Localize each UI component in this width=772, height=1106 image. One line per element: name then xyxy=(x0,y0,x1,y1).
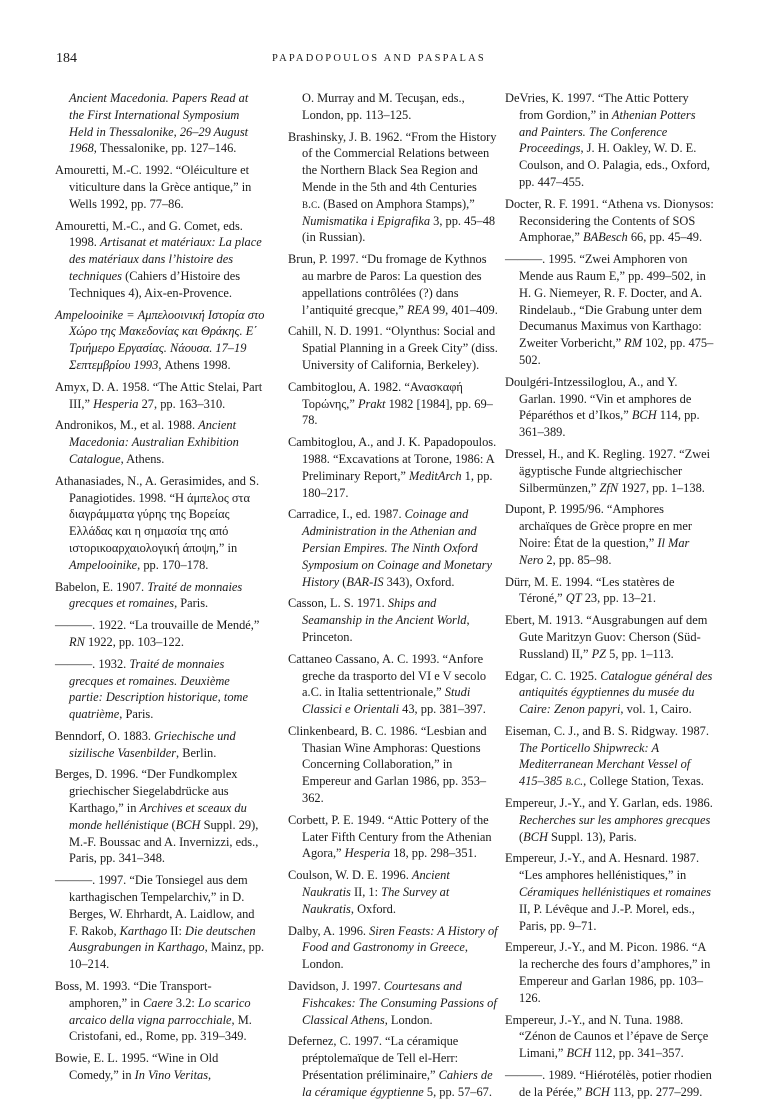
bibliography-entry xyxy=(288,651,498,718)
entry-text: 99, 401–409. xyxy=(429,302,498,317)
entry-text: Suppl. 13), Paris. xyxy=(547,829,637,844)
entry-text: 43, pp. 381–397. xyxy=(399,702,486,717)
entry-text: ( xyxy=(168,817,176,832)
entry-text: , Princeton. xyxy=(302,613,470,644)
bibliography-entry xyxy=(288,379,498,429)
bibliography-entry xyxy=(55,617,265,651)
entry-text: Empereur, J.-Y., and M. Picon. 1986. “A la recherche des fours d’amphores,” in Empereur and Garlan 1986, pp. 103–126. xyxy=(505,940,711,1005)
entry-title-italic: Artisanat et matériaux: La place des matériaux dans l’histoire des techniques xyxy=(69,235,262,283)
bibliography-entry xyxy=(288,1033,498,1100)
entry-title-italic: ZfN xyxy=(599,480,619,495)
bibliography-entry xyxy=(288,867,498,917)
entry-text: Ebert, M. 1913. “Ausgrabungen auf dem Gute Maritzyn Guov: Cherson (Süd-Russland) II,” xyxy=(505,613,708,661)
entry-text: Athanasiades, N., A. Gerasimides, and S. Panagiotides. 1998. “Η άμπελος στα διαγράμματα γύρης της Βορείας Ελλάδας και η σημασία της από ιστορικοαρχαιολογική άποψη,” in xyxy=(55,473,260,555)
entry-title-italic: Archives et sceaux du monde hellénistique xyxy=(69,801,247,832)
entry-title-italic: PZ xyxy=(591,646,607,661)
entry-text: Brashinsky, J. B. 1962. “From the History of the Commercial Relations between the Northern Black Sea Region and Mende in the 5th and 4th Centuries xyxy=(288,129,497,194)
bibliography-entry xyxy=(505,251,715,369)
bibliography-entry xyxy=(55,417,265,467)
bibliography-entry xyxy=(288,595,498,645)
bibliography-entry xyxy=(288,723,498,807)
entry-text: Cahill, N. D. 1991. “Olynthus: Social and Spatial Planning in a Greek City” (diss. University of California, Berkeley). xyxy=(288,324,498,372)
entry-text: 18, pp. 298–351. xyxy=(390,846,477,861)
entry-text: Benndorf, O. 1883. xyxy=(55,728,155,743)
entry-title-italic: Prakt xyxy=(357,396,386,411)
bibliography-entry xyxy=(505,850,715,934)
bibliography-entry xyxy=(288,434,498,501)
entry-title-italic: Il Mar Nero xyxy=(519,535,690,567)
bibliography-entry xyxy=(288,923,498,973)
entry-text: Suppl. 29), M.-F. Boussac and A. Invernizzi, eds., Paris, pp. 341–348. xyxy=(69,817,259,866)
entry-title-italic: Hesperia xyxy=(344,846,391,861)
entry-text: 27, pp. 163–310. xyxy=(138,396,226,411)
entry-title-italic: In Vino Veritas, xyxy=(134,1068,212,1083)
entry-text: 113, pp. 277–299. xyxy=(609,1084,703,1099)
entry-title-italic: b.c. xyxy=(565,774,584,789)
entry-text: Doulgéri-Intzessiloglou, A., and Y. Garlan. 1990. “Vin et amphores de Péparéthos et d’Ikos,” xyxy=(505,374,692,423)
entry-text: 5, pp. 1–113. xyxy=(606,646,674,661)
entry-text: Empereur, J.-Y., and N. Tuna. 1988. “Zénon de Caunos et l’épave de Serçe Limani,” xyxy=(505,1012,709,1061)
bibliography-entry xyxy=(505,196,715,246)
entry-title-italic: Ampelooinike = Αμπελοοινική Ιστορία στο Χώρο της Μακεδονίας και Θράκης. Ε΄ Τριήμερο Εργασίας. Νάουσα. 17–19 Σεπτεμβρίου 1993 xyxy=(55,307,265,372)
entry-text: 112, pp. 341–357. xyxy=(591,1046,684,1061)
entry-text: Amyx, D. A. 1958. “The Attic Stelai, Part III,” xyxy=(55,379,263,411)
entry-title-italic: Coinage and Administration in the Athenian and Persian Empires. The Ninth Oxford Symposium on Coinage and Monetary History xyxy=(302,507,492,589)
entry-title-italic: Caere xyxy=(142,995,173,1010)
entry-text: Carradice, I., ed. 1987. xyxy=(288,507,405,522)
bibliography-entry xyxy=(505,90,715,191)
entry-text: Bowie, E. L. 1995. “Wine in Old Comedy,” in xyxy=(55,1051,219,1083)
entry-text: , Thessalonike, pp. 127–146. xyxy=(93,141,237,156)
entry-title-italic: Cahiers de la céramique égyptienne xyxy=(302,1068,493,1099)
entry-text: Amouretti, M.-C., and G. Comet, eds. 1998. xyxy=(55,218,243,250)
entry-text: 343), Oxford. xyxy=(383,574,455,589)
bibliography-entry xyxy=(505,501,715,568)
entry-title-italic: Die deutschen Ausgrabungen in Karthago xyxy=(69,923,256,955)
entry-text: Babelon, E. 1907. xyxy=(55,579,148,594)
entry-text: Docter, R. F. 1991. “Athena vs. Dionysos: Reconsidering the Contents of SOS Amphorae,” xyxy=(505,196,714,245)
entry-text: 23, pp. 13–21. xyxy=(581,591,656,606)
bibliography-entry xyxy=(55,379,265,413)
entry-text: 2, pp. 85–98. xyxy=(543,552,612,567)
entry-text: ———. 1989. “Hiérotélès, potier rhodien de la Pérée,” xyxy=(505,1068,712,1099)
entry-text: 1, pp. 180–217. xyxy=(302,468,493,500)
entry-title-italic: Traité de monnaies grecques et romaines xyxy=(69,579,243,611)
entry-text: , M. Cristofani, ed., Rome, pp. 319–349. xyxy=(69,1012,252,1044)
entry-title-italic: Siren Feasts: A History of Food and Gastronomy in Greece xyxy=(302,923,498,955)
entry-title-italic: The Porticello Shipwreck: A Mediterranean Merchant Vessel of 415–385 xyxy=(519,740,691,789)
entry-title-italic: Ancient Macedonia: Australian Exhibition Catalogue xyxy=(69,418,239,466)
entry-title-italic: Ships and Seamanship in the Ancient World xyxy=(302,596,467,628)
entry-text: Dressel, H., and K. Regling. 1927. “Zwei ägyptische Funde altgriechischer Silbermünzen,” xyxy=(505,446,711,495)
entry-text: , Athens. xyxy=(120,451,165,466)
entry-title-italic: BCH xyxy=(523,829,548,844)
entry-text: II, P. Lévêque and J.-P. Morel, eds., Paris, pp. 9–71. xyxy=(519,901,695,933)
bibliography-entry xyxy=(288,251,498,318)
entry-text: Corbett, P. E. 1949. “Attic Pottery of the Later Fifth Century from the Athenian Agora,” xyxy=(288,812,492,861)
entry-title-italic: QT xyxy=(565,591,582,606)
entry-text: , London. xyxy=(302,940,468,972)
entry-title-italic: BAR-IS xyxy=(346,574,384,589)
bibliography-entry-continued xyxy=(288,90,498,124)
entry-text: Andronikos, M., et al. 1988. xyxy=(55,418,199,433)
bibliography-entry xyxy=(288,812,498,862)
entry-text: Cattaneo Cassano, A. C. 1993. “Anfore greche da trasporto del VI e V secolo a.C. in Italia settentrionale,” xyxy=(288,651,487,700)
entry-text: Berges, D. 1996. “Der Fundkomplex griechischer Siegelabdrücke aus Karthago,” in xyxy=(55,767,238,816)
bibliography-entry xyxy=(505,574,715,608)
entry-text: Empereur, J.-Y., and A. Hesnard. 1987. “Les amphores hellénistiques,” in xyxy=(505,851,700,883)
entry-title-italic: Athenian Potters and Painters. The Conference Proceedings xyxy=(519,107,696,156)
entry-text: 102, pp. 475–502. xyxy=(519,336,714,367)
entry-text: ( xyxy=(519,829,524,844)
entry-text: ———. 1922. “La trouvaille de Mendé,” xyxy=(55,618,260,633)
bibliography-column-3 xyxy=(505,90,715,1106)
entry-title-italic: BCH xyxy=(631,408,657,423)
entry-title-italic: MeditArch xyxy=(409,468,462,483)
bibliography-entry xyxy=(505,668,715,718)
entry-text: ———. 1932. xyxy=(55,656,130,671)
entry-text: Boss, M. 1993. “Die Transport-amphoren,” in xyxy=(55,979,212,1010)
bibliography-entry-continued xyxy=(55,90,265,157)
entry-text: II: xyxy=(167,923,186,938)
entry-text: , Berlin. xyxy=(176,745,217,760)
bibliography-entry xyxy=(505,939,715,1006)
entry-text: ———. 1997. “Die Tonsiegel aus dem karthagischen Tempelarchiv,” in D. Berges, W. Ehrhardt, A. Laidlow, and F. Rakob, xyxy=(55,873,255,938)
bibliography-entry xyxy=(55,728,265,762)
bibliography-column-2 xyxy=(288,90,498,1106)
entry-text: b.c. xyxy=(302,196,321,211)
entry-title-italic: BCH xyxy=(175,817,201,832)
entry-text: II, 1: xyxy=(350,885,382,900)
entry-text: , Oxford. xyxy=(350,901,396,916)
entry-title-italic: BABesch xyxy=(583,230,628,245)
entry-text: 1927, pp. 1–138. xyxy=(618,480,705,495)
entry-text: DeVries, K. 1997. “The Attic Pottery from Gordion,” in xyxy=(505,91,689,122)
entry-text: ———. 1995. “Zwei Amphoren von Mende aus Raum E,” pp. 499–502, in H. G. Niemeyer, R. F. Docter, and A. Rindelaub., “Die Grabung unter dem Decumanus Maximus von Karthago: Zweiter Vorbericht,” xyxy=(505,252,706,351)
entry-title-italic: Numismatika i Epigrafika xyxy=(302,213,431,228)
entry-title-italic: RN xyxy=(69,634,85,649)
entry-text: , J. H. Oakley, W. D. E. Coulson, and O. Palagia, eds., Oxford, pp. 447–455. xyxy=(519,141,710,189)
bibliography-entry xyxy=(505,374,715,441)
entry-text: 114, pp. 361–389. xyxy=(519,408,700,440)
bibliography-entry xyxy=(55,656,265,723)
bibliography-entry xyxy=(55,579,265,613)
entry-title-italic: BCH xyxy=(566,1046,592,1061)
entry-title-italic: Karthago xyxy=(119,923,168,938)
entry-title-italic: The Survey at Naukratis xyxy=(302,885,450,916)
entry-title-italic: Catalogue général des antiquités égyptiennes du musée du Caire: Zenon papyri xyxy=(519,668,713,717)
entry-title-italic: Hesperia xyxy=(93,396,139,411)
entry-title-italic: Céramiques hellénistiques et romaines xyxy=(519,885,711,900)
bibliography-entry xyxy=(288,978,498,1028)
entry-title-italic: Ampelooinike xyxy=(69,557,138,572)
entry-title-italic: Studi Classici e Orientali xyxy=(302,685,471,717)
entry-text: Edgar, C. C. 1925. xyxy=(505,668,601,683)
entry-text: 3.2: xyxy=(172,995,198,1010)
entry-text: , pp. 170–178. xyxy=(137,557,209,572)
bibliography-entry xyxy=(55,162,265,212)
running-head: PAPADOPOULOS AND PASPALAS xyxy=(272,53,486,64)
bibliography-column-1 xyxy=(55,90,265,1089)
entry-text: (Based on Amphora Stamps),” xyxy=(320,196,475,211)
bibliography-entry xyxy=(55,978,265,1045)
bibliography-entry xyxy=(55,473,265,574)
entry-title-italic: Traité de monnaies grecques et romaines. Deuxième partie: Description historique, tome quatrième xyxy=(69,656,248,722)
bibliography-entry xyxy=(55,218,265,302)
entry-text: Davidson, J. 1997. xyxy=(288,979,384,994)
bibliography-entry xyxy=(505,1012,715,1062)
entry-text: Empereur, J.-Y., and Y. Garlan, eds. 1986. xyxy=(505,796,713,811)
entry-title-italic: Lo scarico arcaico della vigna parrocchiale xyxy=(69,995,251,1027)
bibliography-entry xyxy=(55,1050,265,1084)
entry-title-italic: Griechische und sizilische Vasenbilder xyxy=(69,728,236,760)
entry-text: , vol. 1, Cairo. xyxy=(620,702,692,717)
entry-text: Eiseman, C. J., and B. S. Ridgway. 1987. xyxy=(505,723,709,738)
entry-title-italic: Courtesans and Fishcakes: The Consuming Passions of Classical Athens xyxy=(302,979,497,1027)
entry-text: , Athens 1998. xyxy=(158,357,231,372)
entry-text: O. Murray and M. Tecuşan, eds., London, pp. 113–125. xyxy=(302,91,465,122)
bibliography-entry xyxy=(55,872,265,973)
entry-title-italic: RM xyxy=(624,336,643,351)
entry-title-italic: Ancient Macedonia. Papers Read at the First International Symposium Held in Thessalonike, 26–29 August 1968 xyxy=(69,91,249,156)
entry-text: 1922, pp. 103–122. xyxy=(84,634,184,649)
bibliography-entry xyxy=(505,723,715,790)
bibliography-entry xyxy=(505,795,715,845)
bibliography-entry xyxy=(288,506,498,590)
bibliography-entry xyxy=(55,766,265,867)
bibliography-entry xyxy=(55,307,265,374)
entry-text: Amouretti, M.-C. 1992. “Oléiculture et viticulture dans la Grèce antique,” in Wells 1992, pp. 77–86. xyxy=(55,163,252,211)
entry-text: Defernez, C. 1997. “La céramique préptolemaïque de Tell el-Herr: Présentation préliminaire,” xyxy=(288,1034,459,1083)
entry-title-italic: Recherches sur les amphores grecques xyxy=(519,812,711,827)
entry-text: Dupont, P. 1995/96. “Amphores archaïques de Grèce propre en mer Noire: État de la question,” xyxy=(505,502,693,550)
entry-text: 1982 [1984], pp. 69–78. xyxy=(302,396,493,428)
entry-text: Clinkenbeard, B. C. 1986. “Lesbian and Thasian Wine Amphoras: Questions Concerning Collaboration,” in Empereur and Garlan 1986, pp. 353–362. xyxy=(288,723,487,806)
entry-text: Brun, P. 1997. “Du fromage de Kythnos au marbre de Paros: La question des appellations contrôlées (?) dans l’antiquité grecque,” xyxy=(288,252,487,317)
entry-text: Casson, L. S. 1971. xyxy=(288,596,388,611)
bibliography-entry xyxy=(505,612,715,662)
entry-text: (Cahiers d’Histoire des Techniques 4), Aix-en-Provence. xyxy=(69,268,241,300)
entry-text: Dalby, A. 1996. xyxy=(288,923,370,938)
entry-text: , Paris. xyxy=(119,707,154,722)
entry-title-italic: Ancient Naukratis xyxy=(302,868,450,900)
entry-text: Cambitoglou, A. 1982. “Ανασκαφή Τορώνης,” xyxy=(288,379,463,411)
entry-title-italic: BCH xyxy=(585,1084,610,1099)
entry-text: 5, pp. 57–67. xyxy=(423,1084,492,1099)
bibliography-entry xyxy=(505,1067,715,1101)
entry-text: , London. xyxy=(384,1012,433,1027)
page-number: 184 xyxy=(56,51,77,66)
entry-text: ( xyxy=(339,574,347,589)
entry-text: 66, pp. 45–49. xyxy=(627,230,703,245)
bibliography-entry xyxy=(288,129,498,247)
bibliography-entry xyxy=(505,446,715,496)
entry-text: Coulson, W. D. E. 1996. xyxy=(288,868,412,883)
entry-text: Cambitoglou, A., and J. K. Papadopoulos. 1988. “Excavations at Torone, 1986: A Preliminary Report,” xyxy=(288,435,497,483)
entry-text: , College Station, Texas. xyxy=(583,774,704,789)
entry-text: 3, pp. 45–48 (in Russian). xyxy=(302,213,496,245)
bibliography-entry xyxy=(288,323,498,373)
entry-text: , Mainz, pp. 10–214. xyxy=(69,940,265,972)
entry-text: , Paris. xyxy=(174,596,209,611)
entry-text: Dürr, M. E. 1994. “Les statères de Téroné,” xyxy=(505,574,675,606)
entry-title-italic: REA xyxy=(406,302,430,317)
